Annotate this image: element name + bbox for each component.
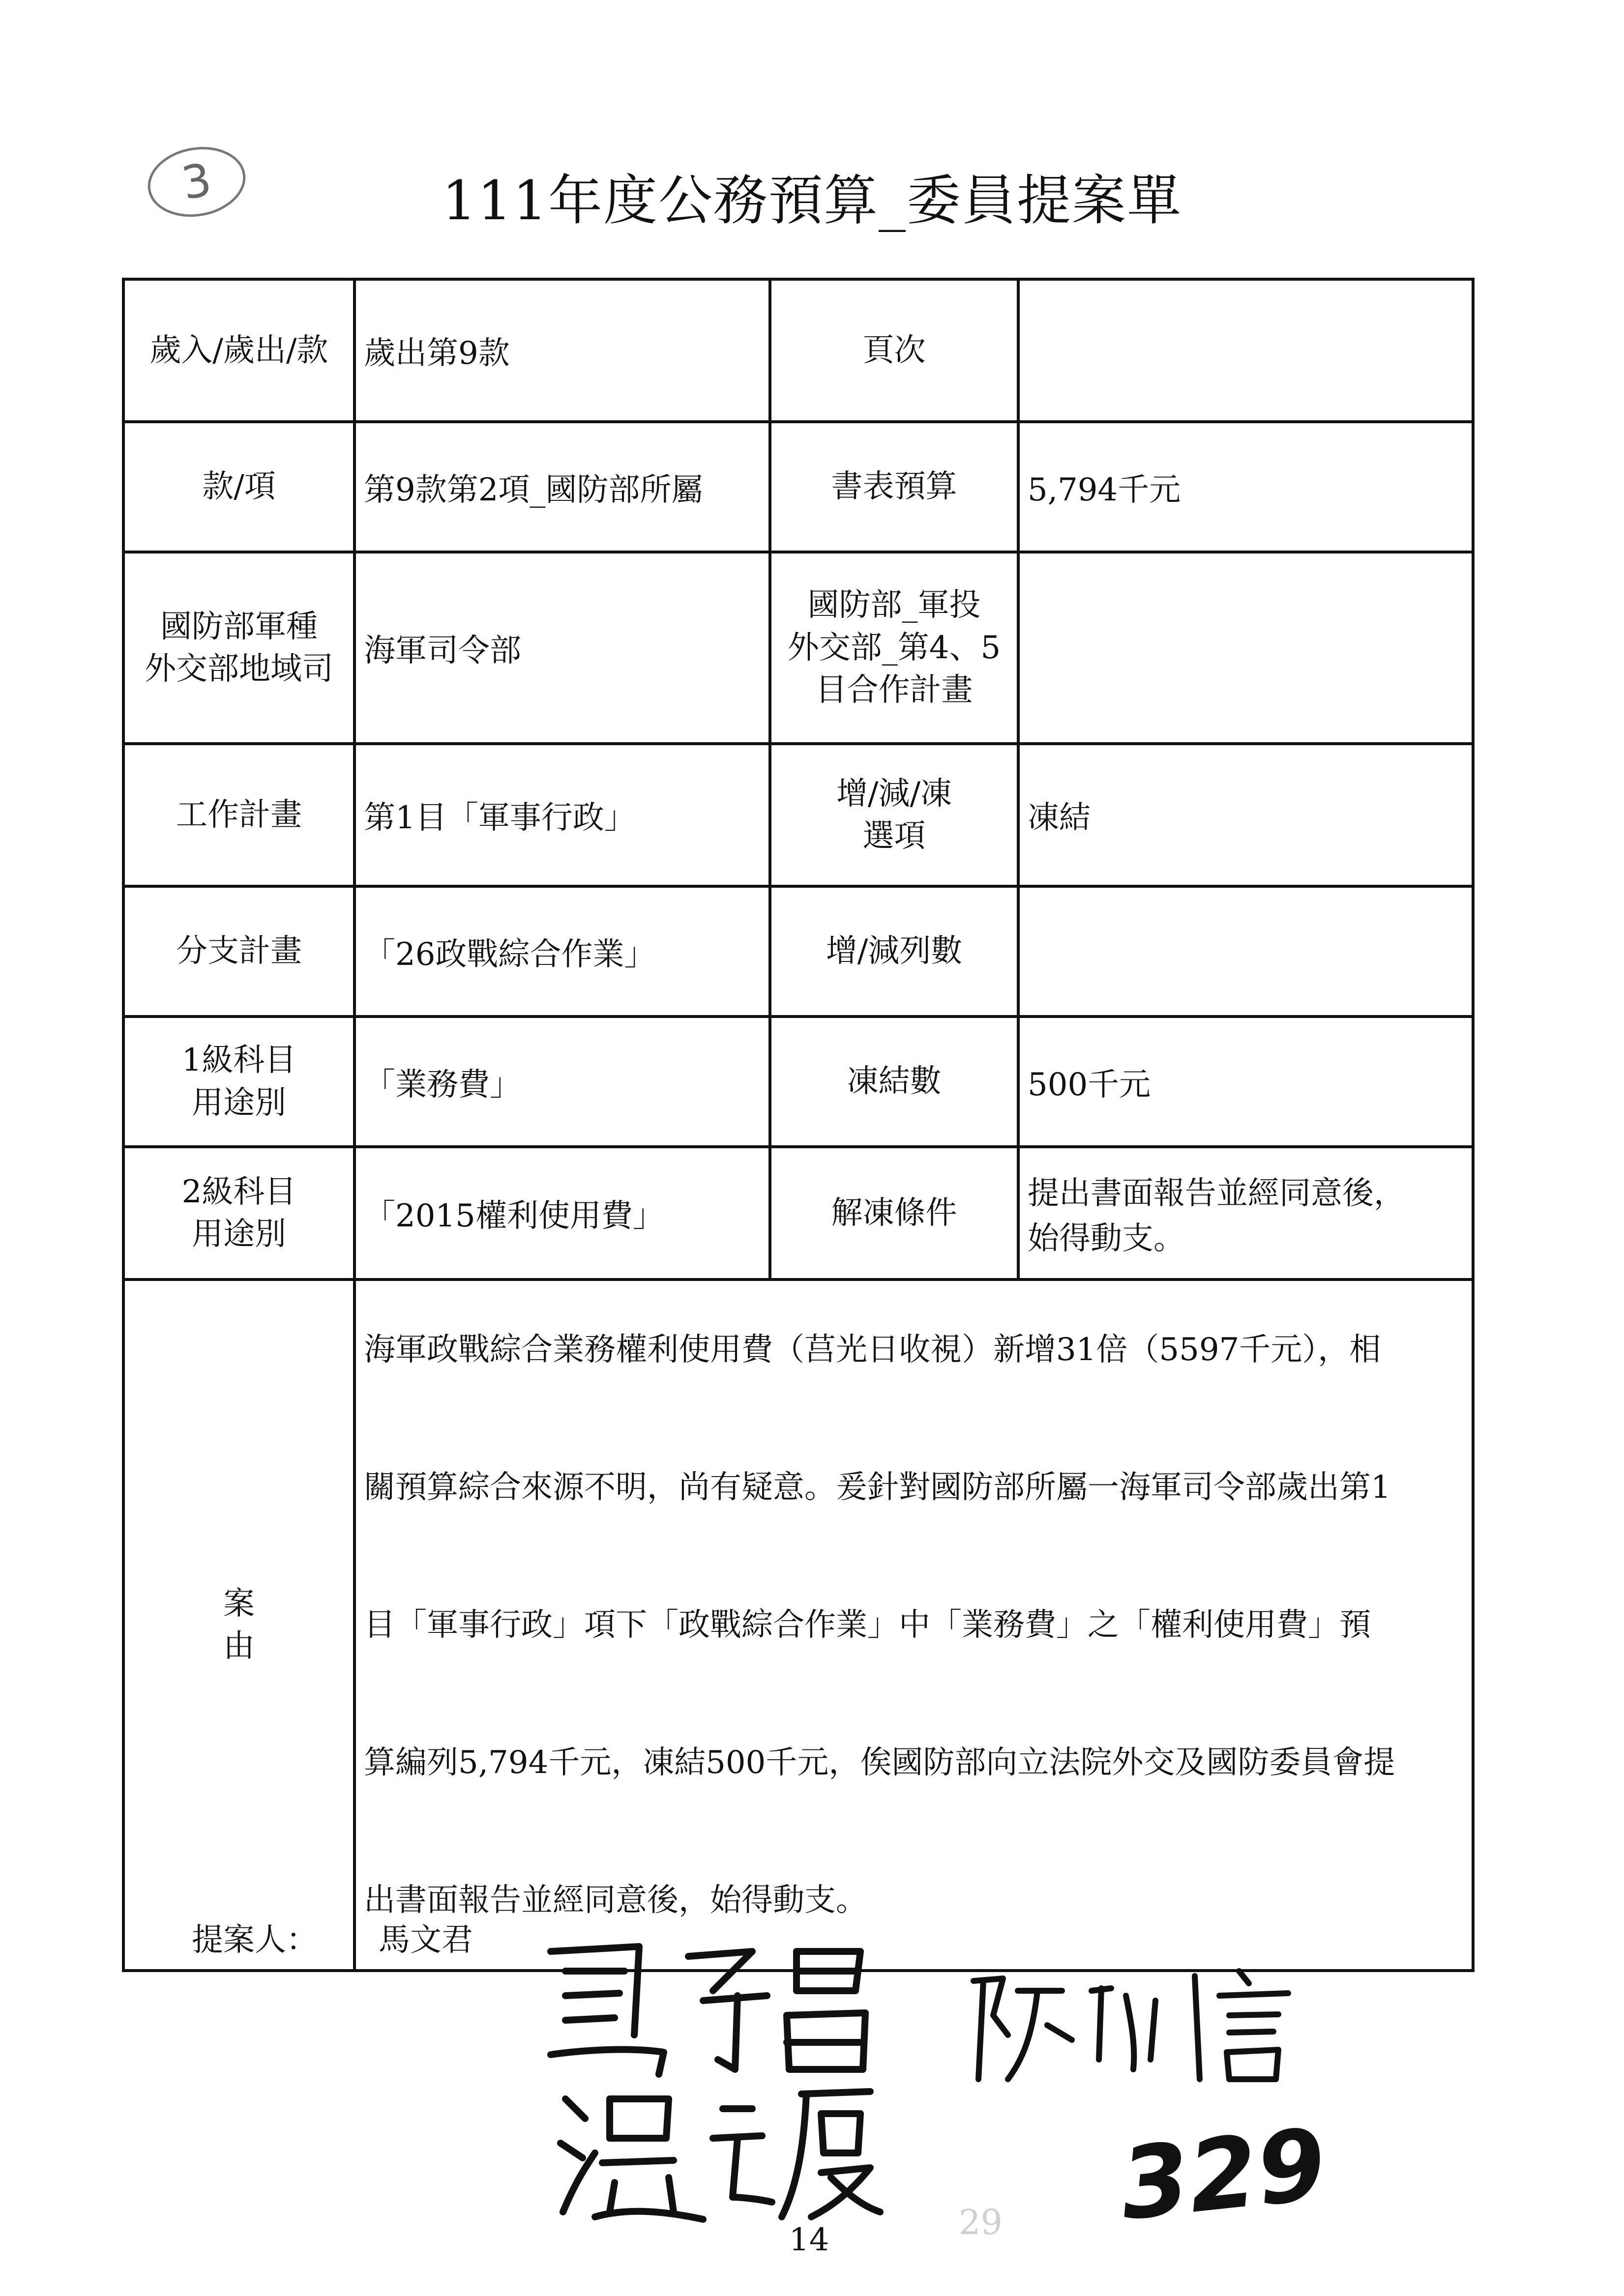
table-row	[123, 552, 1473, 744]
proposer-label: 提案人：	[192, 1922, 318, 1958]
table-row	[123, 1147, 1473, 1279]
row-label: 國防部軍種 外交部地域司	[123, 552, 354, 744]
handwritten-number-text: 329	[1115, 2107, 1331, 2243]
table-row	[123, 744, 1473, 886]
row-label: 款/項	[123, 422, 354, 552]
table-row	[123, 422, 1473, 552]
reason-line: 出書面報告並經同意後，始得動支。	[364, 1882, 867, 1918]
row-label: 國防部_軍投 外交部_第4、5 目合作計畫	[770, 552, 1018, 744]
row-value: 「2015權利使用費」	[354, 1147, 770, 1279]
reason-line: 關預算綜合來源不明，尚有疑意。爰針對國防部所屬一海軍司令部歲出第1	[364, 1469, 1391, 1506]
row-value: 5,794千元	[1018, 422, 1473, 552]
table-row	[123, 886, 1473, 1017]
row-value: 「業務費」	[354, 1017, 770, 1147]
row-value: 第9款第2項_國防部所屬	[354, 422, 770, 552]
row-label: 工作計畫	[123, 744, 354, 886]
ghost-page-number: 29	[959, 2202, 1003, 2242]
signature-1	[541, 1932, 875, 2079]
margin-circled-number: 3	[142, 140, 251, 225]
row-label: 2級科目 用途別	[123, 1147, 354, 1279]
row-label: 書表預算	[770, 422, 1018, 552]
row-label: 頁次	[770, 279, 1018, 422]
row-value: 提出書面報告並經同意後， 始得動支。	[1018, 1147, 1473, 1279]
row-value	[1018, 886, 1473, 1017]
reason-line: 目「軍事行政」項下「政戰綜合作業」中「業務費」之「權利使用費」預	[364, 1607, 1371, 1643]
handwritten-number	[1115, 2107, 1331, 2251]
proposer-name: 馬文君	[379, 1922, 473, 1958]
row-label: 凍結數	[770, 1017, 1018, 1147]
page-title: 111年度公務預算_委員提案單	[442, 169, 1182, 232]
reason-line: 海軍政戰綜合業務權利使用費（莒光日收視）新增31倍（5597千元），相	[364, 1332, 1381, 1368]
row-label: 歲入/歲出/款	[123, 279, 354, 422]
reason-text	[354, 1279, 1473, 1971]
row-value: 第1目「軍事行政」	[354, 744, 770, 886]
reason-row	[123, 1279, 1473, 1971]
table-row	[123, 279, 1473, 422]
row-value: 海軍司令部	[354, 552, 770, 744]
row-label: 增/減/凍 選項	[770, 744, 1018, 886]
table-row	[123, 1017, 1473, 1147]
signature-2	[556, 2079, 890, 2227]
proposal-form-table	[122, 278, 1475, 1972]
page-number: 14	[789, 2222, 829, 2258]
row-value: 「26政戰綜合作業」	[354, 886, 770, 1017]
row-value	[1018, 279, 1473, 422]
row-value: 500千元	[1018, 1017, 1473, 1147]
row-label: 增/減列數	[770, 886, 1018, 1017]
row-value	[1018, 552, 1473, 744]
row-label: 分支計畫	[123, 886, 354, 1017]
signature-3	[964, 1961, 1318, 2089]
row-value: 凍結	[1018, 744, 1473, 886]
row-value: 歲出第9款	[354, 279, 770, 422]
row-label: 1級科目 用途別	[123, 1017, 354, 1147]
reason-line: 算編列5,794千元，凍結500千元，俟國防部向立法院外交及國防委員會提	[364, 1744, 1395, 1781]
reason-label: 案由	[123, 1279, 354, 1971]
row-label: 解凍條件	[770, 1147, 1018, 1279]
